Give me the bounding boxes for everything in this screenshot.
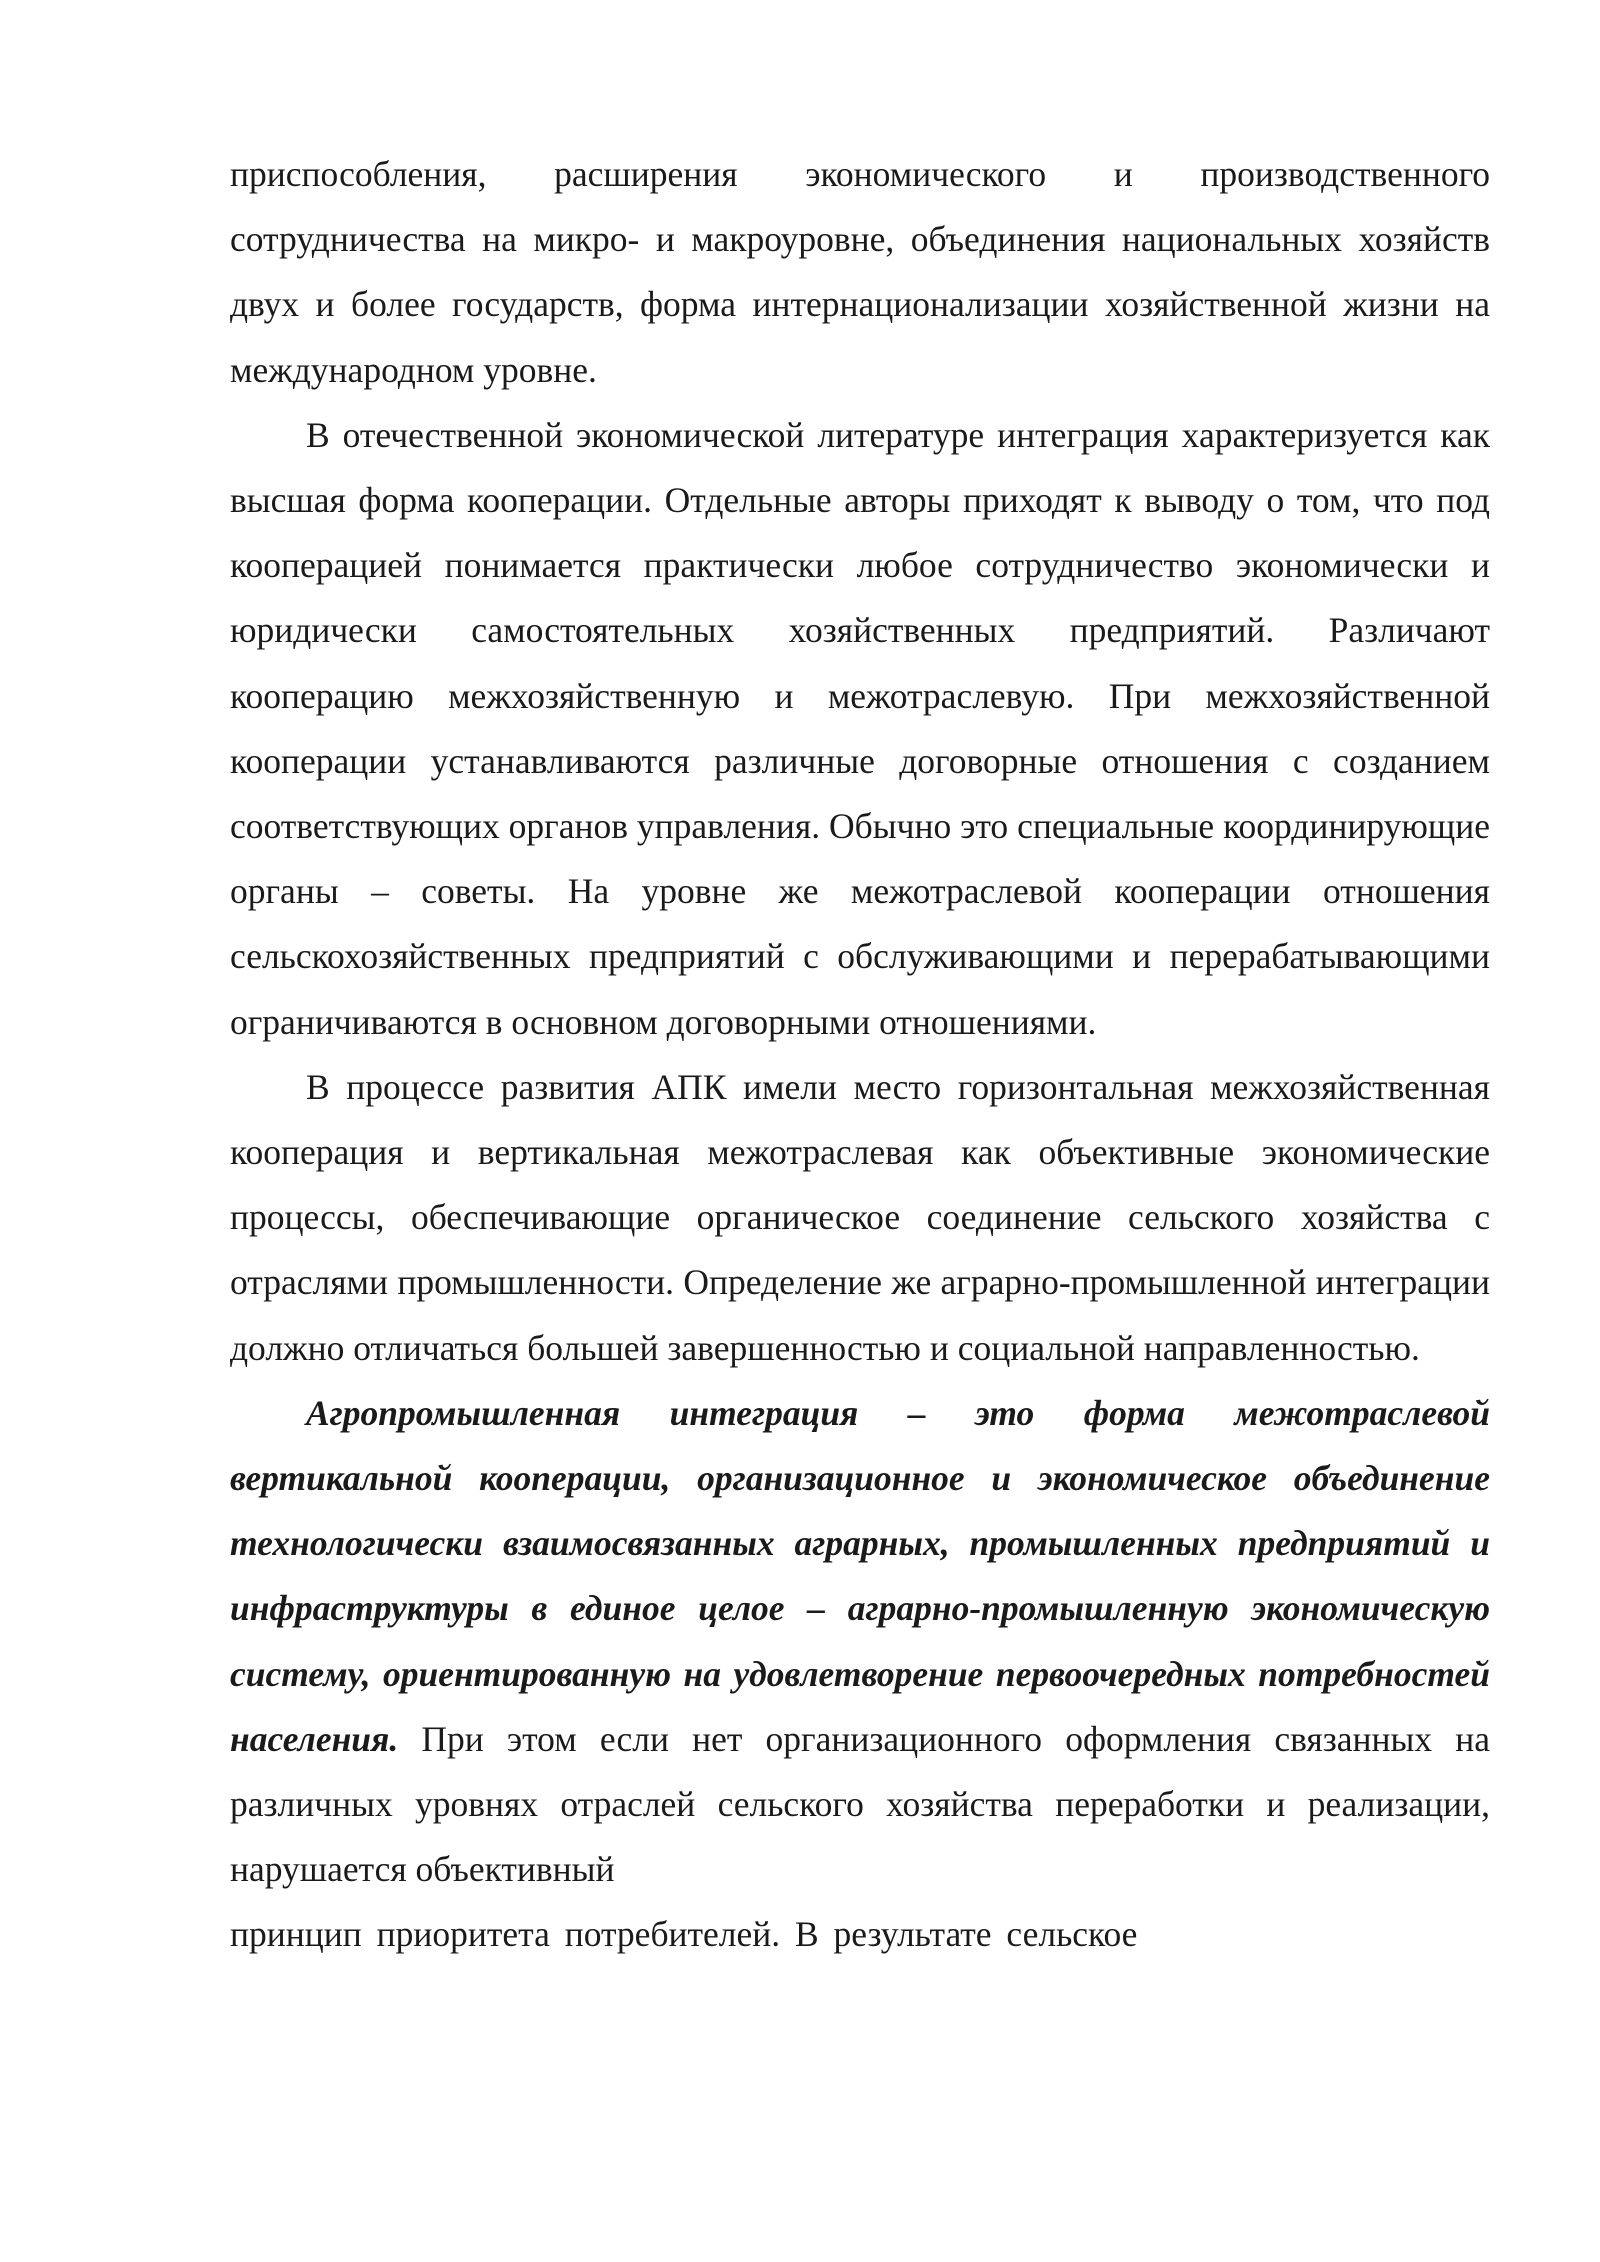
paragraph-4 bbox=[230, 1381, 1490, 1903]
paragraph-2: В отечественной экономической литературе интеграция характеризуется как высшая форма кооперации. Отдельные авторы приходят к выводу о том, что под кооперацией понимается практически любое сотрудничество экономически и юридически самостоятельных хозяйственных предприятий. Различают кооперацию межхозяйственную и межотраслевую. При межхозяйственной кооперации устанавливаются различные договорные отношения с созданием соответствующих органов управления. Обычно это специальные координирующие органы – советы. На уровне же межотраслевой кооперации отношения сельскохозяйственных предприятий с обслуживающими и перерабатывающими ограничиваются в основном договорными отношениями. bbox=[230, 414, 1490, 1042]
document-page bbox=[230, 142, 1490, 1968]
definition-text: Агропромышленная интеграция – это форма межотраслевой вертикальной кооперации, организационное и экономическое объединение технологически взаимосвязанных аграрных, промышленных предприятий и инфраструктуры в единое целое – аграрно-промышленную экономическую систему, ориентированную на удовлетворение первоочередных потребностей населения. bbox=[230, 1392, 1490, 1759]
paragraph-4-continuation: При этом если нет организационного оформления связанных на различных уровнях отраслей сельского хозяйства переработки и реализации, нарушается объективный bbox=[230, 1718, 1490, 1890]
paragraph-3: В процессе развития АПК имели место горизонтальная межхозяйственная кооперация и вертикальная межотраслевая как объективные экономические процессы, обеспечивающие органическое соединение сельского хозяйства с отраслями промышленности. Определение же аграрно-промышленной интеграции должно отличаться большей завершенностью и социальной направленностью. bbox=[230, 1066, 1490, 1368]
paragraph-1: приспособления, расширения экономического и производственного сотрудничества на микро- и макроуровне, объединения национальных хозяйств двух и более государств, форма интернационализации хозяйственной жизни на международном уровне. bbox=[230, 154, 1490, 390]
paragraph-4-last-line: принцип приоритета потребителей. В результате сельское bbox=[230, 1914, 1138, 1955]
